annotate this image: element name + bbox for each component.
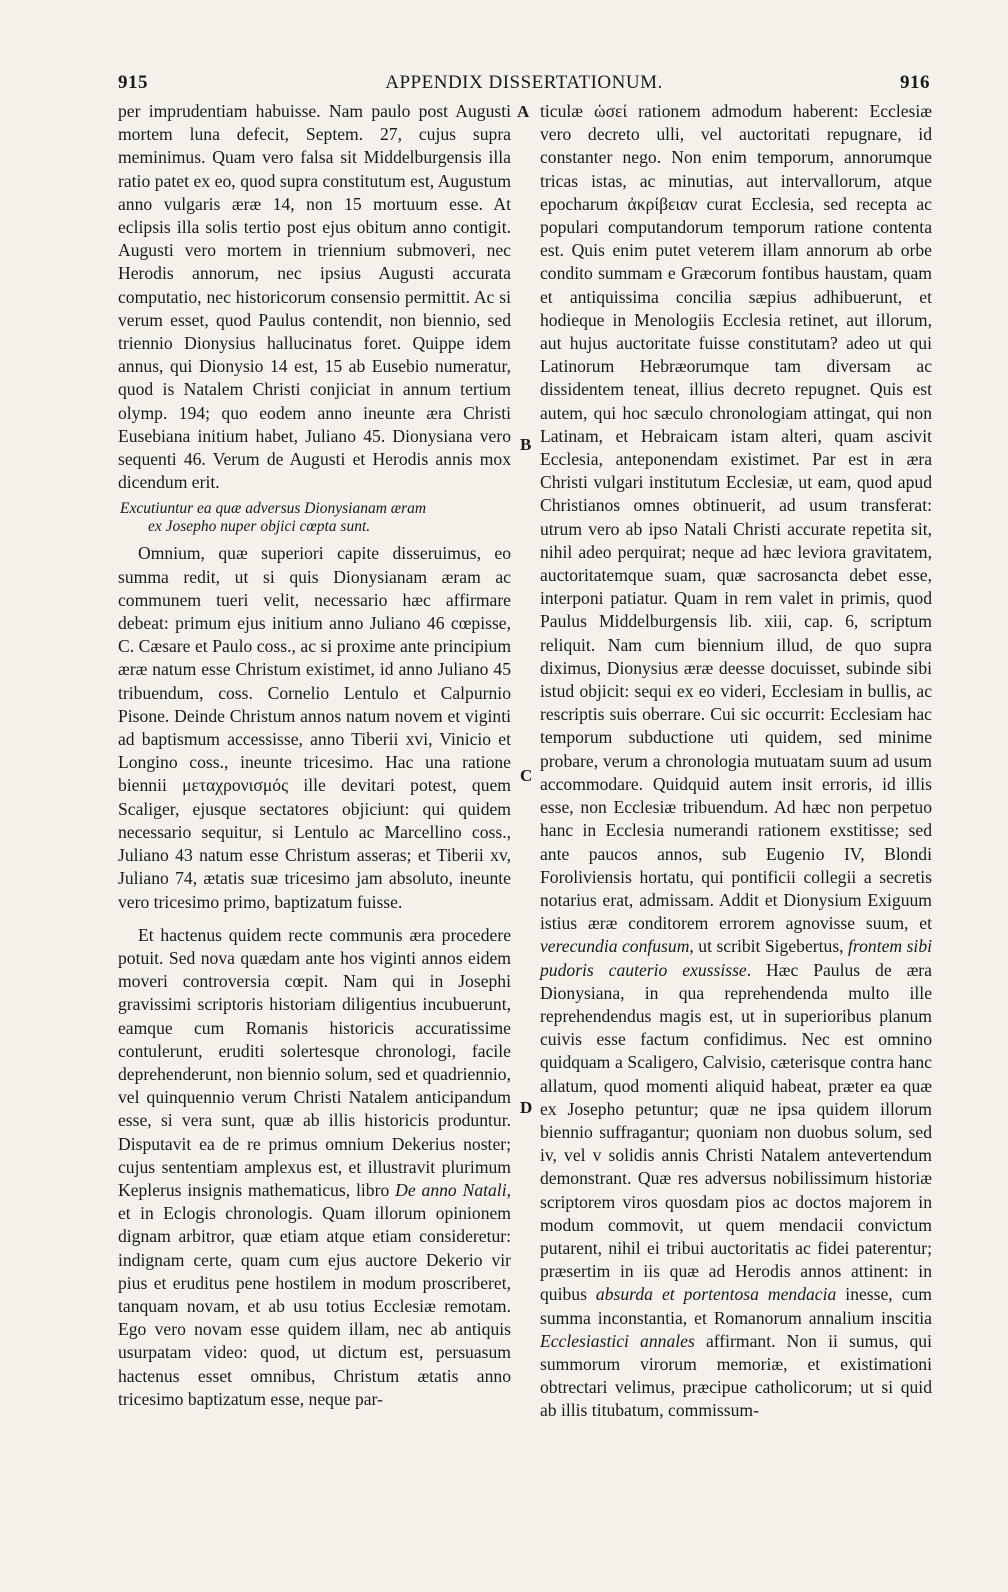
left-paragraph-1: per imprudentiam habuisse. Nam paulo post Augusti mortem luna defecit, Septem. 27, cujus supra meminimus. Quam vero falsa sit Middelburgensis illa ratio patet ex eo, quod supra constitutum est, Augustum anno vulgaris æræ 14, non 15 mortuum esse. At eclipsis illa solis tertio post ejus obitum anno contigit. Augusti vero mortem in triennium submoveri, nec Herodis annorum, nec ipsius Augusti accurata computatio, nec historicorum consensio permittit. Ac si verum esset, quod Paulus contendit, non biennio, sed triennio Dionysius hallucinatus foret. Quippe idem annus, qui Dionysio 14 est, 15 ab Eusebio numeratur, quod is Natalem Christi conjiciat in annum tertium olymp. 194; quo eodem anno ineunte æra Christi Eusebiana initium habet, Juliano 45. Dionysiana vero sequenti 46. Verum de Augusti et Herodis annis mox dicendum erit.: [118, 101, 511, 493]
left-paragraph-3: [118, 924, 511, 1411]
section-heading-line-2: ex Josepho nuper objici cœpta sunt.: [148, 518, 371, 536]
margin-marker-b: B: [520, 435, 532, 454]
left-paragraph-3-text-a: Et hactenus quidem recte communis æra procedere potuit. Sed nova quædam ante hos viginti annos eidem moveri controversia cœpit. Nam qui in Josephi gravissimi scriptoris historiam diligentius incubuerunt, eamque cum Romanis historicis accuratissime contulerunt, eruditi solertesque chronologi, facile deprehenderunt, non biennio solum, sed et quadriennio, vel quinquennio verum Christi Natalem anticipandum esse, si vera sunt, quæ ab illis historicis produntur. Disputavit ea de re primus omnium Dekerius noster; cujus sententiam amplexus est, et illustravit plurimum Keplerus insignis mathematicus, libro: [118, 924, 511, 1200]
left-paragraph-3-text-b: , et in Eclogis chronologis. Quam illorum opinionem dignam arbitror, quæ etiam atque etiam consideretur: indignam certe, quam cum ejus auctore Dekerio vir pius et eruditus pene hostilem in modum proscriberet, tanquam novam, et ab usu totius Ecclesiæ remotam. Ego vero novam esse quidem illam, nec ab antiquis usurpatam video: quod, ut dictum est, persuasum hactenus esset omnibus, Christum ætatis anno tricesimo baptizatum esse, neque par-: [118, 1179, 511, 1409]
margin-marker-c: C: [520, 766, 533, 785]
left-paragraph-2: Omnium, quæ superiori capite disseruimus, eo summa redit, ut si quis Dionysianam æram ac communem tueri velit, necessario hæc affirmare debeat: primum ejus initium anno Juliano 46 cœpisse, C. Cæsare et Paulo coss., ac si proxime ante principium æræ natum esse Christum existimet, id anno Juliano 45 tribuendum, coss. Cornelio Lentulo et Calpurnio Pisone. Deinde Christum annos natum novem et viginti ad baptismum accessisse, anno Tiberii xvi, Vinicio et Longino coss., ineunte tricesimo. Hac una ratione biennii μεταχρονισμός ille devitari potest, quem Scaliger, ejusque sectatores objiciunt: qui quidem necessario sequitur, si Lentulo ac Marcellino coss., Juliano 43 natum esse Christum asseras; et Tiberii xv, Juliano 74, ætatis suæ tricesimo jam absoluto, ineunte vero tricesimo primo, baptizatum fuisse.: [118, 543, 511, 912]
right-text-2: , ut scribit Sigebertus,: [689, 936, 849, 957]
section-heading-line-1: Excutiuntur ea quæ adversus Dionysianam æram: [120, 500, 427, 518]
section-heading: [118, 500, 511, 536]
right-page-number: 916: [900, 72, 930, 93]
left-page-number: 915: [118, 72, 148, 93]
right-text-5: affirmant. Non ii sumus, qui summorum virorum memoriæ, et existimationi obtrectari velimus, præcipue catholicorum; ut si quid ab illis titubatum, commissum-: [540, 1330, 932, 1421]
running-title: APPENDIX DISSERTATIONUM.: [385, 72, 663, 93]
margin-marker-d: D: [520, 1098, 533, 1117]
book-title-italic: De anno Natali: [395, 1179, 507, 1200]
right-text-4: inesse, cum summa inconstantia, et Romanorum annalium inscitia: [540, 1284, 932, 1328]
right-italic-2: frontem sibi pudoris cauterio exussisse: [540, 936, 932, 980]
running-header: [118, 72, 930, 98]
right-paragraph-1: [540, 100, 932, 1423]
right-column: [540, 100, 932, 1423]
margin-marker-a: A: [517, 102, 530, 121]
right-italic-3: absurda et portentosa mendacia: [595, 1284, 837, 1305]
right-italic-1: verecundia confusum: [540, 936, 690, 957]
left-column: [118, 100, 511, 1411]
right-italic-4: Ecclesiastici annales: [540, 1330, 695, 1351]
right-text-3: . Hæc Paulus de æra Dionysiana, in qua reprehendenda multo ille reprehendendus magis est, ut in superioribus planum cuivis esse factum confidimus. Nec est omnino quidquam a Scaligero, Calvisio, cæterisque contra hanc allatum, quod momenti aliquid habeat, præter ea quæ ex Josepho petuntur; quæ ne ipsa quidem illorum biennio suffragantur; quoniam non duobus solum, sed iv, vel v solidis annis Christi Natalem antevertendum demonstrant. Quæ res adversus nobilissimum historiæ scriptorem viros quosdam pios ac doctos majorem in modum commovit, ut quem mendacii convictum putarent, nihil ei tribui auctoritatis ac fidei paterentur; præsertim in iis quæ ad Herodis annos attinent: in quibus: [540, 959, 932, 1305]
right-text-1: ticulæ ὡσεί rationem admodum haberent: Ecclesiæ vero decreto ulli, vel auctoritati repugnare, id constanter nego. Non enim temporum, annorumque tricas istas, ac minutias, aut intervallorum, atque epocharum ἀκρίβειαν curat Ecclesia, sed recepta ac populari computandorum temporum ratione contenta est. Quis enim putet veterem illam annorum ab orbe condito summam e Græcorum fontibus haustam, quam et antiquissima concilia sæpius adhibuerunt, et hodieque in Menologiis Ecclesia retinet, aut illorum, aut hujus auctoritate fuisse constitutam? adeo ut qui Latinorum Hebræorumque tam diversam ac dissidentem teneat, illius decreto repugnet. Quis est autem, qui hoc sæculo chronologiam attingat, qui non Latinam, et Hebraicam istam alteri, quam ascivit Ecclesia, anteponendam existimet. Par est in æra Christi vulgari institutum Ecclesiæ, ut eam, quod apud Christianos omnes obtinuerit, ad usum transferat: utrum vero ab ipso Natali Christi accurate repetita sit, nihil adeo perquirat; neque ad hæc leviora gravitatem, auctoritatemque suam, quæ sacrosancta debet esse, interponi patiatur. Quam in rem valet in primis, quod Paulus Middelburgensis lib. xiii, cap. 6, scriptum reliquit. Nam cum biennium illud, de quo supra diximus, Dionysius æræ deesse docuisset, subinde sibi istud objicit: sequi ex eo videri, Ecclesiam in bullis, ac rescriptis suis oberrare. Cui sic occurrit: Ecclesiam hac temporum subductione uti quidem, sed minime probare, verum a chronologia mutuatam suum ad usum accommodare. Quidquid autem insit erroris, id illis esse, non Ecclesiæ tribuendum. Ad hæc non perpetuo hanc in Ecclesia numerandi rationem exstitisse; sed ante paucos annos, sub Eugenio IV, Blondi Foroliviensis hortatu, qui pontificii collegii a secretis notarius erat, admissam. Addit et Dionysium Exiguum istius æræ conditorem errorem agnovisse suum, et: [540, 101, 932, 934]
